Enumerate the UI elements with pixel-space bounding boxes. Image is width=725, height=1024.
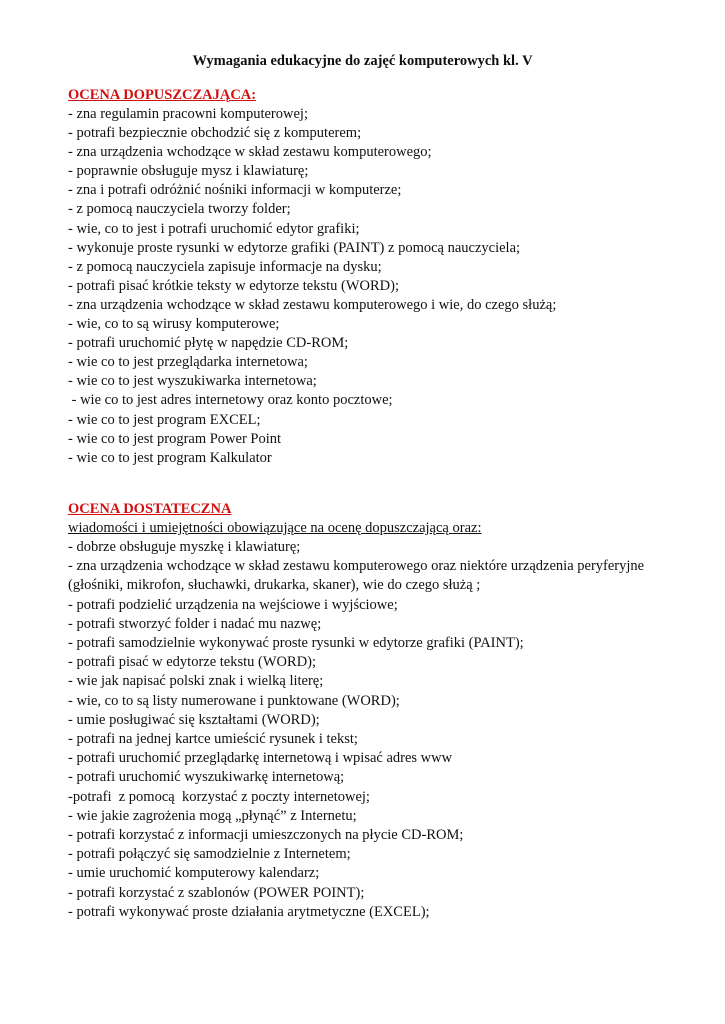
list-item: - dobrze obsługuje myszkę i klawiaturę; <box>68 539 301 555</box>
list-item: - wie co to jest adres internetowy oraz konto pocztowe; <box>68 392 393 409</box>
list-item: - wie co to jest program Power Point <box>68 430 282 447</box>
list-item: - zna regulamin pracowni komputerowej; <box>68 106 308 122</box>
section-ocena-dopuszczajaca <box>68 86 708 468</box>
list-item: - z pomocą nauczyciela tworzy folder; <box>68 201 291 218</box>
list-item: - zna urządzenia wchodzące w skład zestawu komputerowego i wie, do czego służą; <box>68 296 557 313</box>
list-item: - wie co to jest przeglądarka internetowa; <box>68 354 308 371</box>
list-item: - wie, co to jest i potrafi uruchomić edytor grafiki; <box>68 220 360 237</box>
list-item: - wie jak napisać polski znak i wielką literę; <box>68 673 324 690</box>
list-item: - zna urządzenia wchodzące w skład zestawu komputerowego; <box>68 144 432 161</box>
list-item: - potrafi wykonywać proste działania arytmetyczne (EXCEL); <box>68 903 430 920</box>
list-item: - wie, co to są wirusy komputerowe; <box>68 316 280 333</box>
list-item: - wie jakie zagrożenia mogą „płynąć” z Internetu; <box>68 807 357 824</box>
list-item: - potrafi uruchomić wyszukiwarkę internetową; <box>68 769 345 786</box>
list-item: - potrafi korzystać z informacji umieszczonych na płycie CD-ROM; <box>68 827 464 844</box>
list-item: - potrafi podzielić urządzenia na wejściowe i wyjściowe; <box>68 596 398 613</box>
document-title: Wymagania edukacyjne do zajęć komputerowych kl. V <box>192 53 533 69</box>
list-item: - potrafi pisać krótkie teksty w edytorze tekstu (WORD); <box>68 277 399 294</box>
list-item: - potrafi na jednej kartce umieścić rysunek i tekst; <box>68 731 358 748</box>
list-item: - potrafi uruchomić przeglądarkę internetową i wpisać adres www <box>68 750 453 767</box>
list-item: - potrafi pisać w edytorze tekstu (WORD); <box>68 654 317 671</box>
section-intro: wiadomości i umiejętności obowiązujące na ocenę dopuszczającą oraz: <box>68 520 482 536</box>
list-item: - poprawnie obsługuje mysz i klawiaturę; <box>68 163 309 180</box>
list-item: -potrafi z pomocą korzystać z poczty internetowej; <box>68 788 370 805</box>
list-item: - potrafi korzystać z szablonów (POWER POINT); <box>68 884 365 901</box>
list-item: - z pomocą nauczyciela zapisuje informacje na dysku; <box>68 258 382 275</box>
list-item: - potrafi połączyć się samodzielnie z Internetem; <box>68 846 351 863</box>
list-item: - umie posługiwać się kształtami (WORD); <box>68 711 320 728</box>
list-item: - wie, co to są listy numerowane i punktowane (WORD); <box>68 692 400 709</box>
list-item: - potrafi stworzyć folder i nadać mu nazwę; <box>68 615 322 632</box>
section-heading: OCENA DOSTATECZNA <box>68 501 232 517</box>
list-item: - potrafi uruchomić płytę w napędzie CD-ROM; <box>68 335 349 352</box>
list-item: (głośniki, mikrofon, słuchawki, drukarka, skaner), wie do czego służą ; <box>68 577 481 594</box>
list-item: - potrafi samodzielnie wykonywać proste rysunki w edytorze grafiki (PAINT); <box>68 635 524 652</box>
section-heading: OCENA DOPUSZCZAJĄCA: <box>68 87 257 103</box>
list-item: - wie co to jest program EXCEL; <box>68 411 261 428</box>
list-item: - wie co to jest program Kalkulator <box>68 449 272 466</box>
list-item: - umie uruchomić komputerowy kalendarz; <box>68 865 320 882</box>
list-item: - potrafi bezpiecznie obchodzić się z komputerem; <box>68 125 362 142</box>
section-ocena-dostateczna <box>68 500 708 922</box>
list-item: - zna i potrafi odróżnić nośniki informacji w komputerze; <box>68 182 402 199</box>
list-item: - wie co to jest wyszukiwarka internetowa; <box>68 373 317 390</box>
list-item: - wykonuje proste rysunki w edytorze grafiki (PAINT) z pomocą nauczyciela; <box>68 239 521 256</box>
list-item: - zna urządzenia wchodzące w skład zestawu komputerowego oraz niektóre urządzenia peryferyjne <box>68 558 645 575</box>
